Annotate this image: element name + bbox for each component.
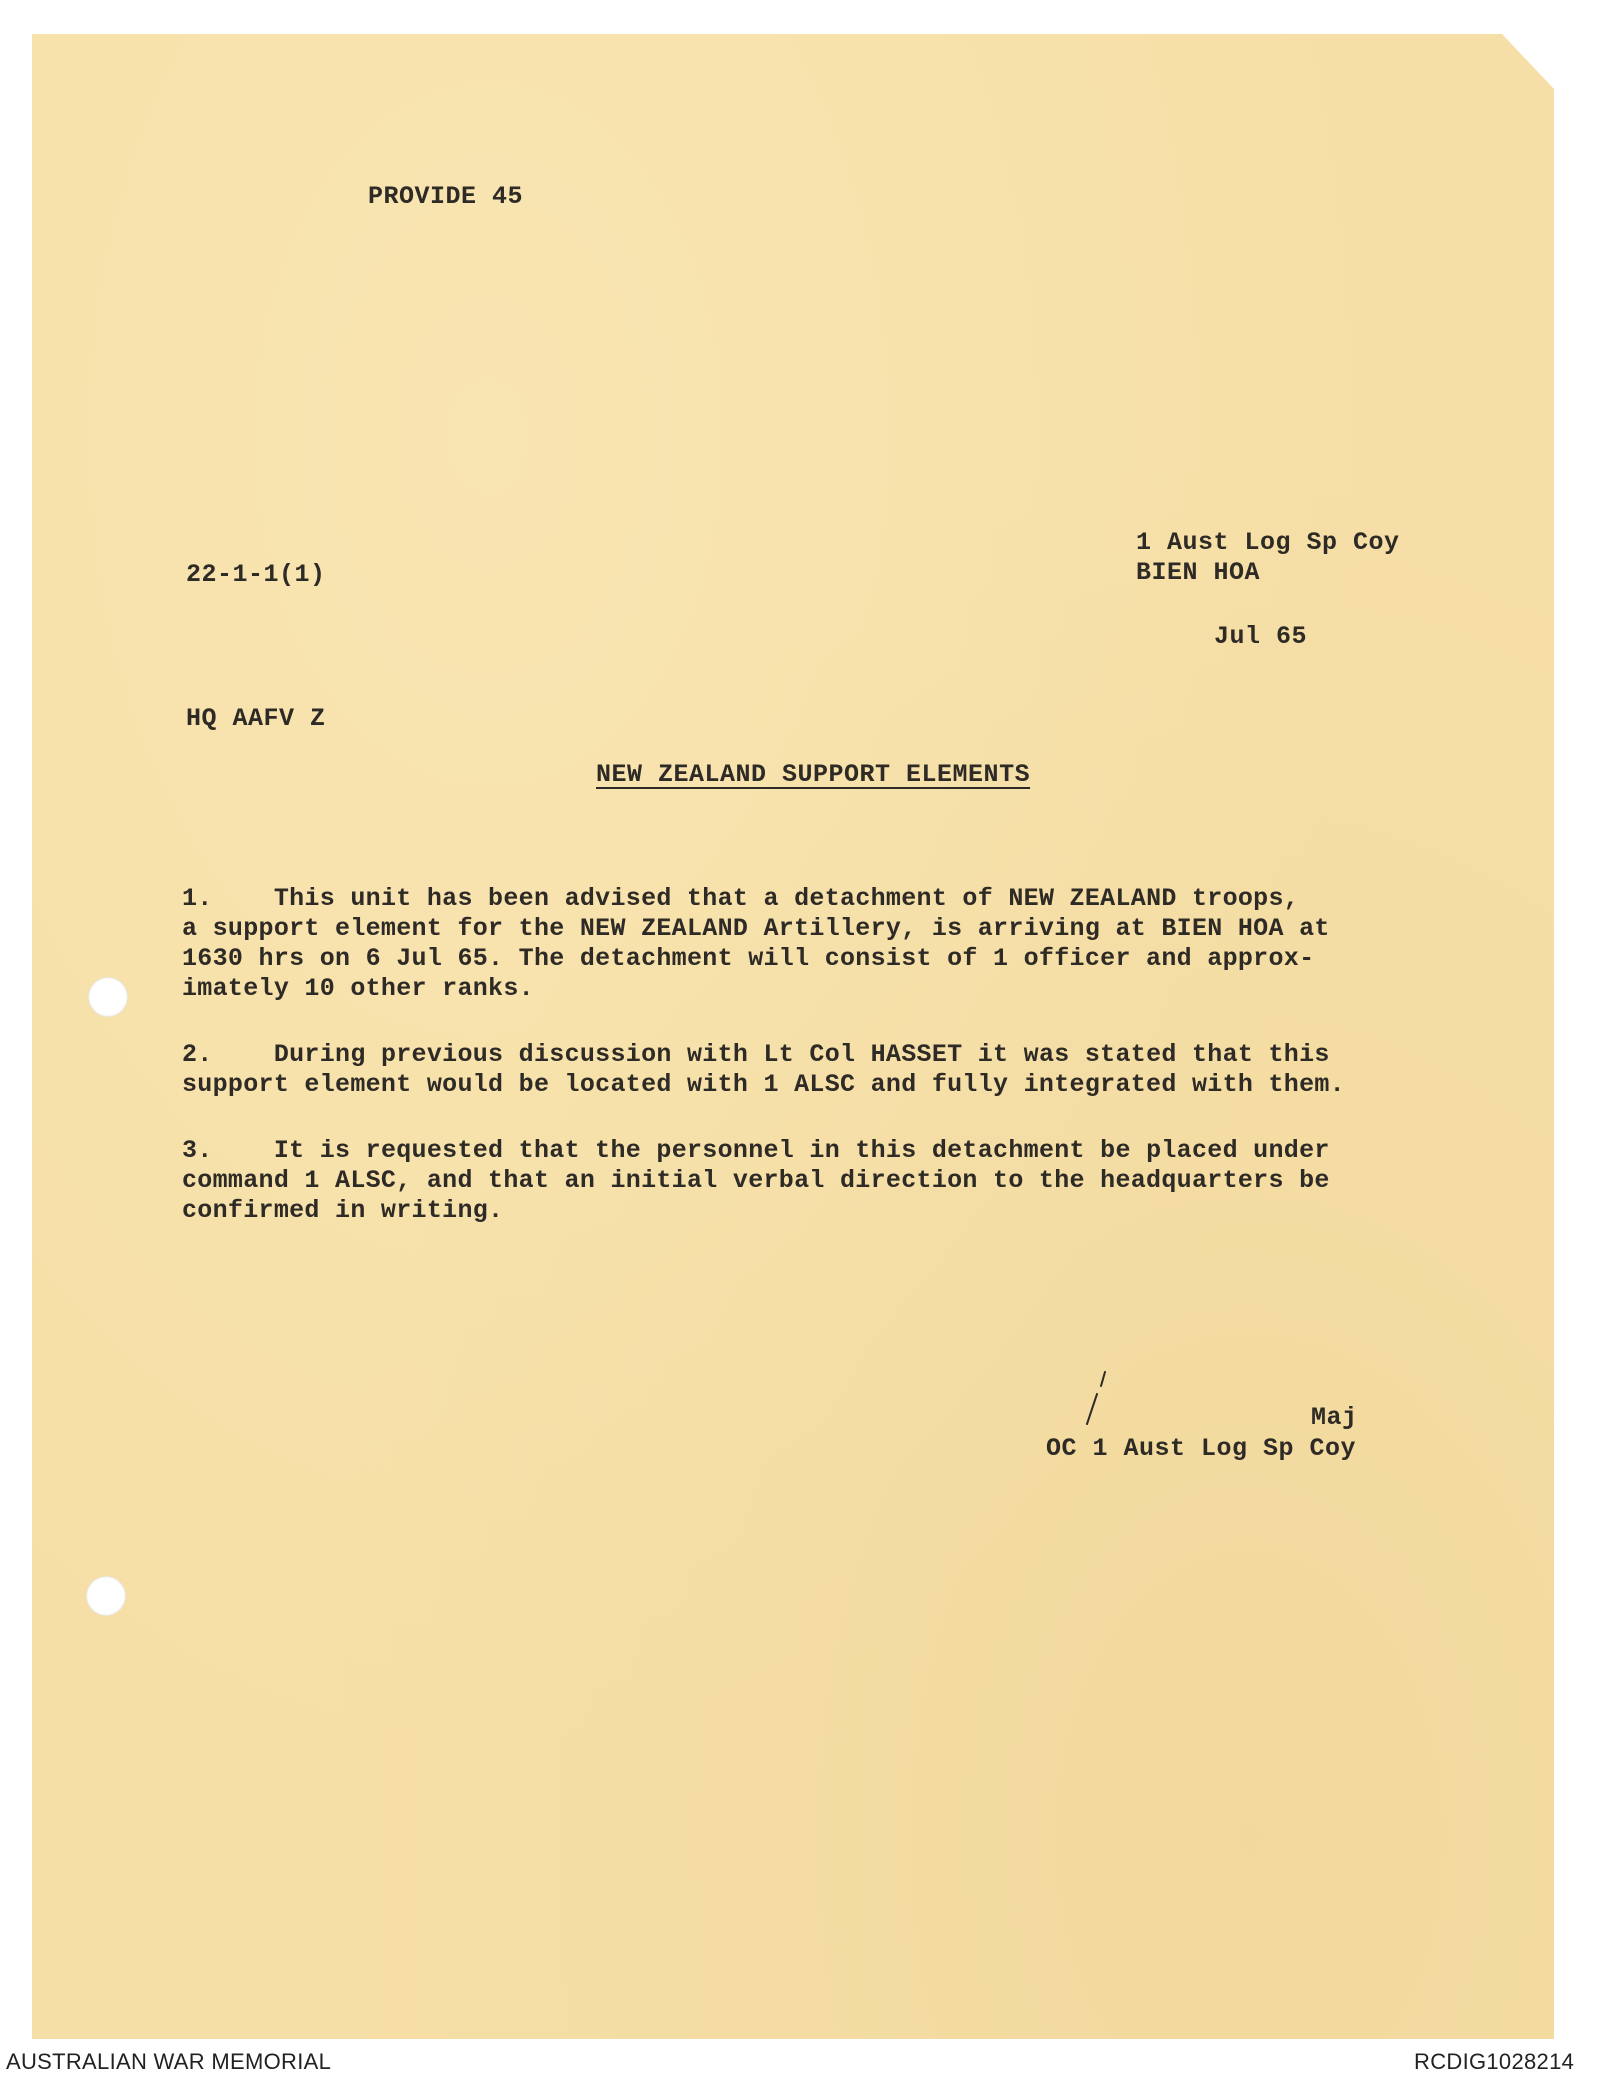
paragraph-2-line-2: support element would be located with 1 ALSC and fully integrated with them.: [182, 1070, 1345, 1099]
paragraph-1-line-1: 1. This unit has been advised that a detachment of NEW ZEALAND troops,: [182, 884, 1300, 913]
paragraph-1-line-4: imately 10 other ranks.: [182, 974, 534, 1003]
paragraph-3-line-1: 3. It is requested that the personnel in this detachment be placed under: [182, 1136, 1330, 1165]
sender-location: BIEN HOA: [1136, 558, 1261, 587]
document-title: NEW ZEALAND SUPPORT ELEMENTS: [596, 760, 1031, 789]
signature-rank: Maj: [1311, 1403, 1358, 1432]
signature-title: OC 1 Aust Log Sp Coy: [1046, 1434, 1357, 1463]
paragraph-1-line-2: a support element for the NEW ZEALAND Artillery, is arriving at BIEN HOA at: [182, 914, 1330, 943]
footer-record-id: RCDIG1028214: [1414, 2049, 1575, 2074]
punch-hole-lower: [86, 1576, 126, 1616]
sender-unit: 1 Aust Log Sp Coy: [1136, 528, 1400, 557]
punch-hole-upper: [88, 977, 128, 1017]
header-code: PROVIDE 45: [368, 182, 524, 211]
paragraph-3: [182, 1136, 1382, 1226]
paragraph-2: [182, 1040, 1382, 1100]
signature-mark: [1075, 1368, 1115, 1428]
paragraph-1: [182, 884, 1382, 1004]
paragraph-3-line-2: command 1 ALSC, and that an initial verbal direction to the headquarters be: [182, 1166, 1330, 1195]
paragraph-1-line-3: 1630 hrs on 6 Jul 65. The detachment will consist of 1 officer and approx-: [182, 944, 1315, 973]
document-date: Jul 65: [1214, 622, 1308, 651]
document-paper: [32, 34, 1554, 2039]
addressee: HQ AAFV Z: [186, 704, 326, 733]
file-reference: 22-1-1(1): [186, 560, 326, 589]
paragraph-2-line-1: 2. During previous discussion with Lt Col HASSET it was stated that this: [182, 1040, 1330, 1069]
paragraph-3-line-3: confirmed in writing.: [182, 1196, 504, 1225]
footer-institution: AUSTRALIAN WAR MEMORIAL: [6, 2049, 332, 2074]
